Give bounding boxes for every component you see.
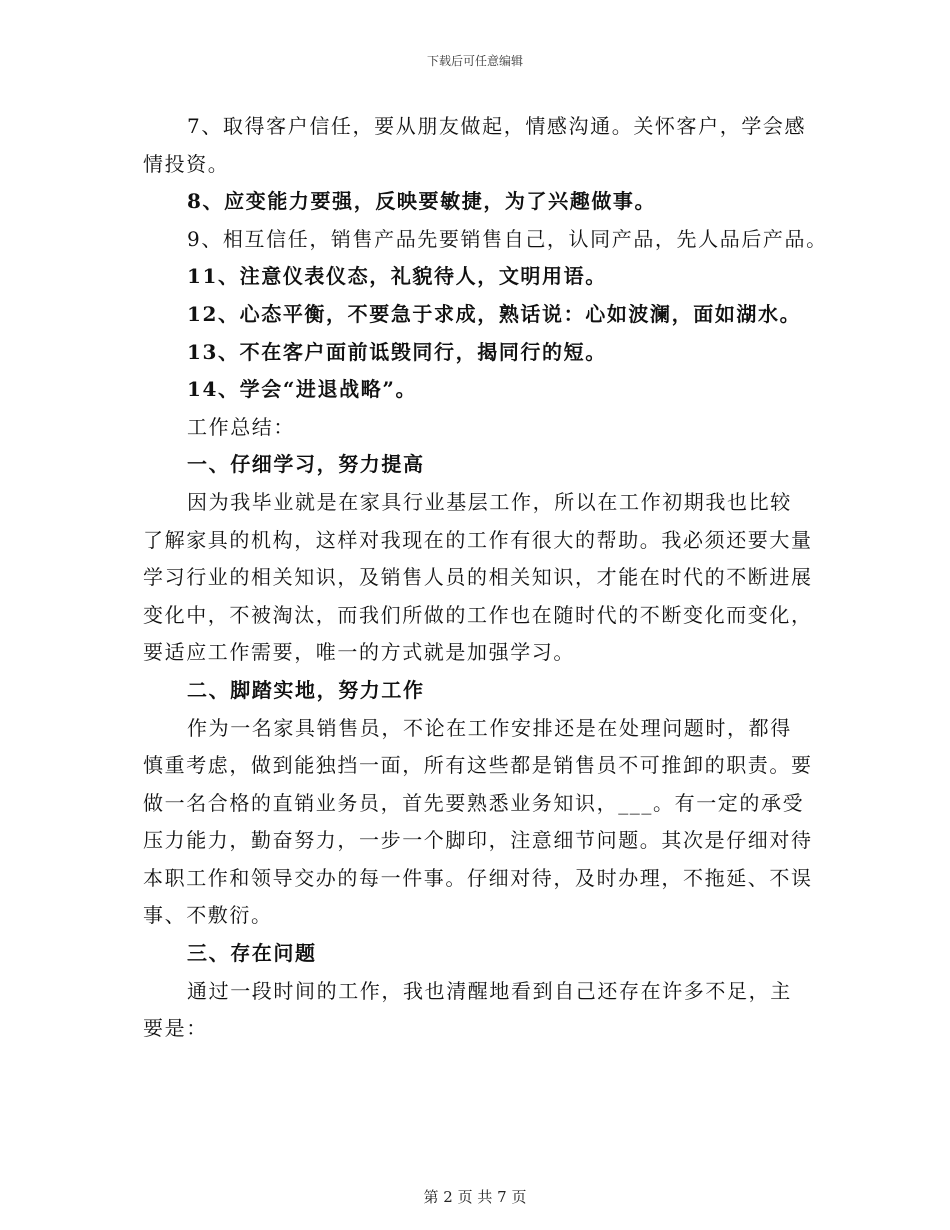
paragraph: 作为一名家具销售员，不论在工作安排还是在处理问题时，都得慎重考虑，做到能独挡一面，所有这些都是销售员不可推卸的职责。要做一名合格的直销业务员，首先要熟悉业务知识，___。有一定的承受压力能力，勤奋努力，一步一个脚印，注意细节问题。其次是仔细对待本职工作和领导交办的每一件事。仔细对待，及时办理，不拖延、不误事、不敷衍。 — [143, 715, 813, 928]
page-header: 下载后可任意编辑 — [426, 54, 523, 68]
section-heading: 三、存在问题 — [187, 941, 317, 966]
paragraph: 工作总结： — [187, 414, 295, 439]
section-heading: 11、注意仪表仪态，礼貌待人，文明用语。 — [187, 264, 607, 289]
paragraph: 7、取得客户信任，要从朋友做起，情感沟通。关怀客户，学会感情投资。 — [143, 114, 807, 176]
paragraph: 因为我毕业就是在家具行业基层工作，所以在工作初期我也比较了解家具的机构，这样对我现在的工作有很大的帮助。我必须还要大量学习行业的相关知识，及销售人员的相关知识，才能在时代的不断进展变化中，不被淘汰，而我们所做的工作也在随时代的不断变化而变化，要适应工作需要，唯一的方式就是加强学习。 — [143, 489, 813, 665]
paragraph: 9、相互信任，销售产品先要销售自己，认同产品，先人品后产品。 — [187, 226, 828, 251]
document-body — [143, 108, 828, 1048]
section-heading: 8、应变能力要强，反映要敏捷，为了兴趣做事。 — [187, 189, 657, 214]
section-heading: 一、仔细学习，努力提高 — [187, 452, 425, 477]
section-heading: 二、脚踏实地，努力工作 — [187, 677, 425, 702]
section-heading: 14、学会“进退战略”。 — [187, 377, 418, 402]
paragraph: 通过一段时间的工作，我也清醒地看到自己还存在许多不足，主要是： — [143, 978, 792, 1041]
section-heading: 13、不在客户面前诋毁同行，揭同行的短。 — [187, 339, 607, 364]
page-footer: 第 2 页 共 7 页 — [423, 1188, 527, 1206]
section-heading: 12、心态平衡，不要急于求成，熟话说：心如波澜，面如湖水。 — [187, 301, 802, 326]
